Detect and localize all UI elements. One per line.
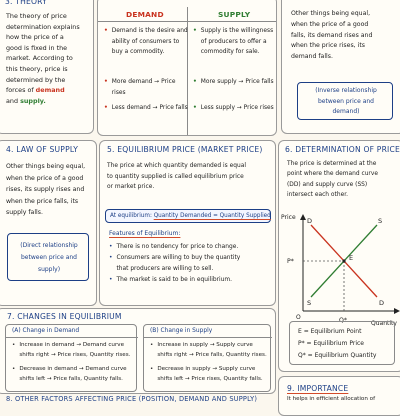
det-line: intersect each other.	[287, 192, 348, 199]
origin-label: O	[296, 314, 301, 321]
change-demand-line: shifts left → Price falls, Quantity falls.	[19, 376, 123, 382]
theory-line: good is fixed in the	[6, 43, 68, 52]
demand-more-text: More demand → Price rises	[111, 79, 176, 96]
demand-word: demand	[35, 86, 65, 95]
law-demand-line: when the price rises, its	[291, 42, 365, 50]
demand-header: DEMAND	[126, 10, 164, 19]
supply-header: SUPPLY	[218, 10, 251, 19]
graph-legend	[289, 321, 395, 365]
supply-top-label: S	[378, 217, 383, 225]
theory-line: how the price of a	[6, 33, 64, 42]
theory-line: The theory of price	[6, 12, 67, 20]
law-demand-line: when the price of a good	[291, 20, 369, 28]
feature-item: Consumers are willing to buy the quantity	[116, 255, 241, 261]
at-eq-label: At equilibrium:	[110, 213, 152, 219]
legend-line: Q* = Equilibrium Quantity	[298, 352, 377, 359]
supply-more: • More supply → Price falls	[193, 77, 277, 88]
supply-def-line: commodity for sale.	[200, 49, 260, 56]
at-equilibrium-banner	[105, 209, 271, 223]
law-of-supply-box	[0, 140, 97, 306]
supply-demand-graph	[279, 207, 400, 337]
law-supply-line: rises, its supply rises and	[6, 186, 85, 194]
and-word: and	[6, 96, 19, 105]
e-label: E	[349, 254, 354, 262]
p-star-label: P*	[287, 258, 294, 265]
change-supply-line: shifts right → Price falls, Quantity rises.	[157, 352, 267, 358]
determination-heading: 6. DETERMINATION OF PRICE	[285, 145, 400, 154]
quantity-axis-label: Quantity	[371, 320, 397, 327]
demand-def-line: ability of consumers to	[111, 38, 180, 45]
demand-top-label: D	[307, 217, 313, 225]
change-supply-divider	[144, 337, 272, 338]
change-supply-title: (B) Change in Supply	[150, 328, 213, 334]
note-line: between price and	[21, 254, 77, 261]
at-eq-formula: Quantity Demanded = Quantity Supplied	[153, 213, 271, 219]
supply-more-text: More supply → Price falls	[200, 79, 274, 85]
theory-box	[0, 0, 94, 134]
inverse-relationship-note	[297, 82, 393, 120]
change-demand-line: Decrease in demand → Demand curve	[19, 366, 127, 372]
eq-line: The price at which quantity demanded is equal	[107, 163, 246, 169]
law-demand-line: falls, its demand rises and	[291, 31, 373, 39]
det-line: point where the demand curve	[287, 171, 378, 178]
demand-bottom-label: D	[379, 299, 385, 307]
other-factors-heading: 8. OTHER FACTORS AFFECTING PRICE (POSITION, DEMAND AND SUPPLY)	[6, 395, 258, 403]
determination-box	[278, 140, 400, 372]
law-of-demand-text	[291, 9, 400, 63]
features-list: • There is no tendency for price to change. • Consumers are willing to buy the quantity that producers are willing to sell. • The market is said to be in equilibrium.	[109, 242, 275, 286]
law-demand-line: demand falls.	[291, 53, 333, 61]
theory-heading: 3. THEORY	[5, 0, 48, 6]
demand-less-text: Less demand → Price falls	[111, 105, 188, 111]
theory-line	[6, 85, 92, 96]
change-demand-title: (A) Change in Demand	[12, 328, 80, 334]
determination-text	[287, 159, 400, 201]
demand-less: • Less demand → Price falls	[104, 103, 188, 114]
supply-less: • Less supply → Price rises	[193, 103, 277, 114]
note-line: demand)	[332, 108, 360, 116]
legend-line: E = Equilibrium Point	[298, 328, 362, 335]
demand-more: • More demand → Price rises	[104, 77, 188, 98]
change-supply-line: shifts left → Price rises, Quantity falls.	[157, 376, 263, 382]
feature-item: that producers are willing to sell.	[116, 266, 214, 272]
det-line: The price is determined at the	[287, 161, 377, 167]
law-supply-line: supply falls.	[6, 209, 43, 217]
law-supply-line: when the price falls, its	[6, 197, 79, 205]
change-supply-line: Increase in supply → Supply curve	[157, 342, 253, 348]
feature-item: The market is said to be in equilibrium.	[116, 277, 233, 283]
importance-text: It helps in efficient allocation of	[287, 396, 376, 402]
demand-definition: • Demand is the desire and ability of consumers to buy a commodity.	[104, 26, 188, 58]
note-line: (Direct relationship	[20, 242, 78, 249]
law-supply-text	[6, 161, 97, 219]
law-supply-line: when the price of a good	[6, 174, 84, 182]
law-of-supply-heading: 4. LAW OF SUPPLY	[6, 145, 79, 154]
supply-word: supply.	[20, 96, 46, 105]
supply-bottom-label: S	[307, 299, 312, 307]
equilibrium-point	[342, 259, 345, 262]
theory-line-last	[6, 96, 92, 107]
change-demand-divider	[6, 337, 138, 338]
importance-heading: 9. IMPORTANCE	[287, 384, 349, 393]
direct-relationship-note	[7, 233, 89, 281]
changes-heading: 7. CHANGES IN EQUILIBRIUM	[7, 312, 122, 321]
feature-item: There is no tendency for price to change.	[116, 244, 239, 250]
importance-box	[278, 376, 400, 416]
supply-definition: • Supply is the willingness of producers to offer a commodity for sale.	[193, 26, 277, 58]
theory-line: forces of	[6, 86, 34, 95]
law-supply-line: Other things being equal,	[6, 163, 86, 170]
demand-supply-table	[97, 0, 277, 136]
features-heading: Features of Equilibrium:	[109, 230, 181, 237]
supply-def-line: of producers to offer a	[200, 38, 267, 45]
theory-line: this theory, price is	[6, 64, 68, 73]
equilibrium-definition	[107, 161, 276, 193]
eq-line: or market price.	[107, 184, 155, 190]
theory-line: market. According to	[6, 54, 73, 63]
det-line: (DD) and supply curve (SS)	[287, 181, 368, 188]
supply-less-text: Less supply → Price rises	[200, 105, 274, 111]
eq-line: to quantity supplied is called equilibrium price	[107, 173, 244, 180]
price-axis-label: Price	[281, 214, 296, 221]
note-line: (Inverse relationship	[315, 87, 377, 94]
note-line: supply)	[37, 266, 61, 273]
theory-line: determined by the	[6, 75, 66, 84]
theory-line: determination explains	[6, 22, 80, 31]
legend-line: P* = Equilibrium Price	[298, 340, 364, 347]
changes-box	[0, 308, 276, 394]
note-line: between price and	[318, 97, 374, 105]
law-of-demand-box	[281, 0, 400, 134]
equilibrium-heading: 5. EQUILIBRIUM PRICE (MARKET PRICE)	[107, 145, 263, 154]
theory-text	[6, 11, 92, 106]
q-star-label: Q*	[339, 317, 347, 324]
supply-def-line: Supply is the willingness	[200, 28, 274, 34]
change-supply-line: Decrease in supply → Supply curve	[157, 366, 256, 372]
change-in-supply-box: (B) Change in Supply • Increase in supply → Supply curve shifts right → Price falls, Quantity rises. • Decrease in supply → Supply curve shifts left → Price rises, Quantity falls.	[143, 324, 271, 392]
equilibrium-box	[99, 140, 276, 306]
change-demand-line: shifts right → Price rises, Quantity rises.	[19, 352, 131, 358]
demand-def-line: buy a commodity.	[111, 49, 165, 56]
law-demand-line: Other things being equal,	[291, 10, 371, 17]
change-demand-line: Increase in demand → Demand curve	[19, 342, 125, 348]
demand-def-line: Demand is the desire and	[111, 28, 188, 34]
change-in-demand-box: (A) Change in Demand • Increase in demand → Demand curve shifts right → Price rises, Quantity rises. • Decrease in demand → Demand curve shifts left → Price falls, Quantity falls.	[5, 324, 137, 392]
